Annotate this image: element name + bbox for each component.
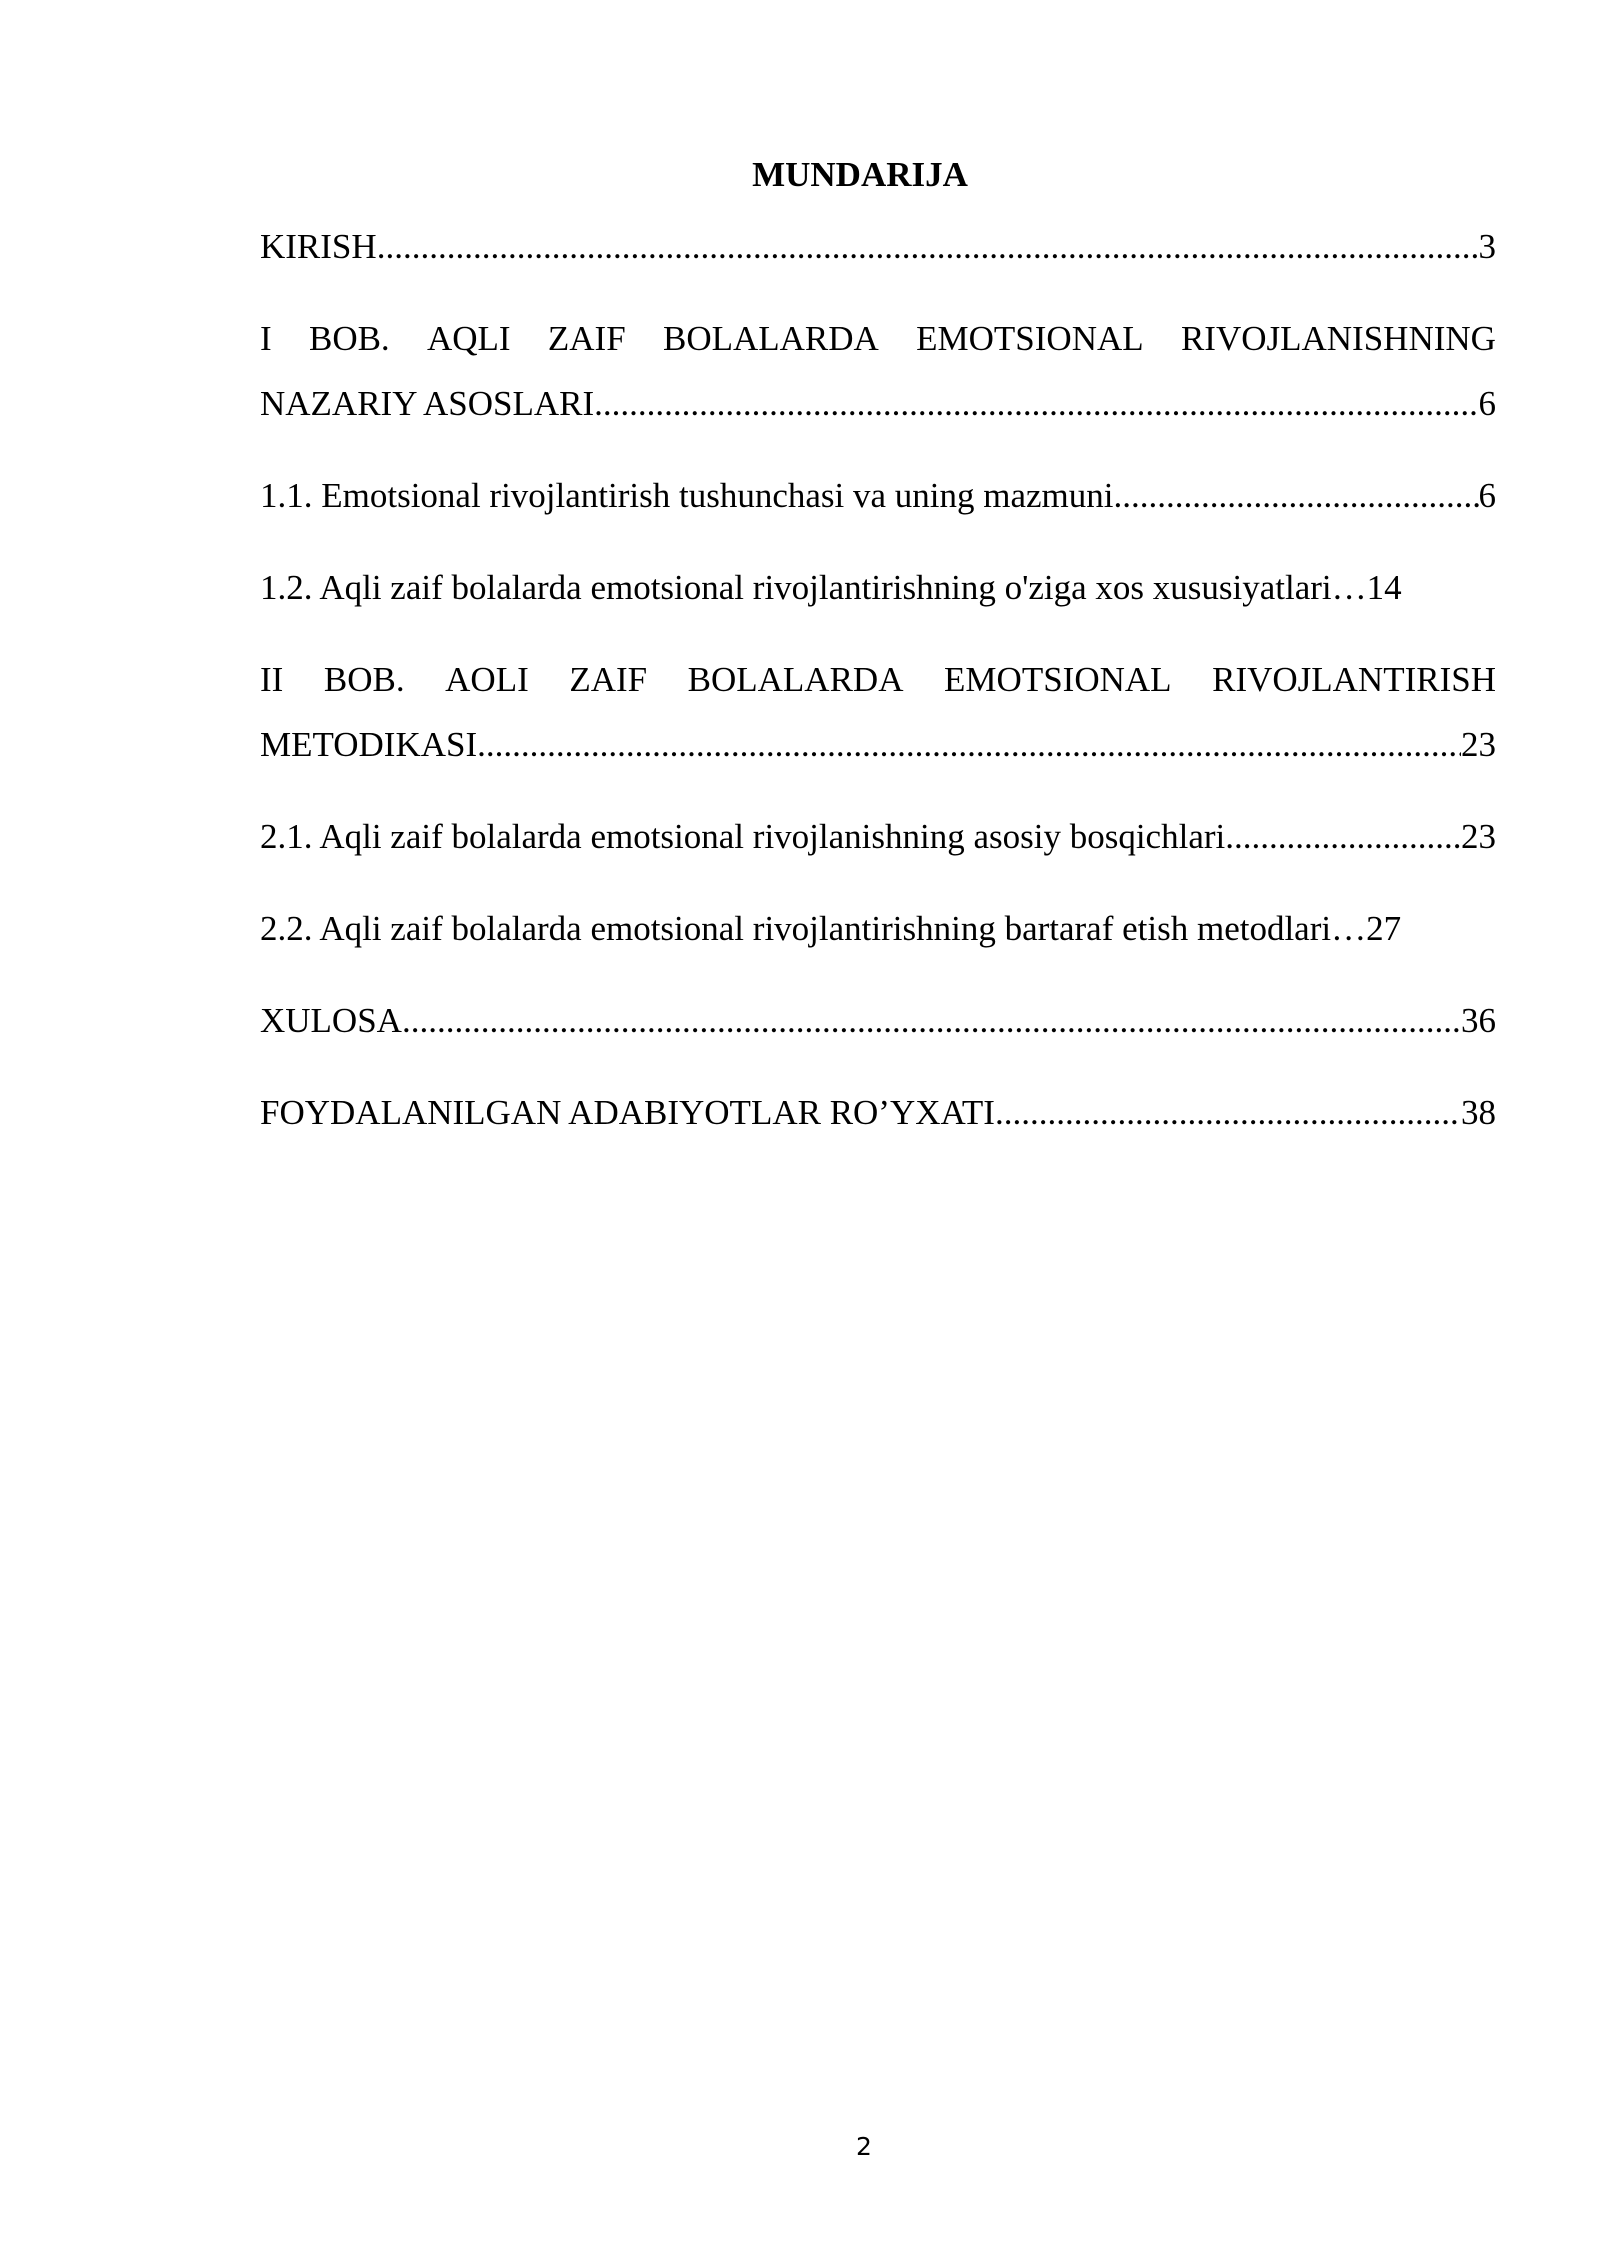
toc-entry-text: 2.2. Aqli zaif bolalarda emotsional rivojlantirishning bartaraf etish metodlari <box>260 909 1332 948</box>
toc-entry-text: 2.1. Aqli zaif bolalarda emotsional rivojlanishning asosiy bosqichlari <box>260 817 1226 856</box>
toc-word: EMOTSIONAL <box>944 660 1172 699</box>
toc-leader-dots <box>995 1080 1461 1145</box>
toc-leader-dots <box>1225 804 1461 869</box>
toc-leader-dots <box>1114 463 1479 528</box>
toc-entry-xulosa[interactable] <box>260 988 1496 1053</box>
toc-word: BOLALARDA <box>663 319 879 358</box>
toc-entry-text: XULOSA <box>260 1001 402 1040</box>
table-of-contents <box>260 214 1496 1172</box>
toc-line <box>260 371 1496 436</box>
toc-leader-ellipsis <box>1332 555 1367 620</box>
toc-entry-text: METODIKASI <box>260 725 478 764</box>
toc-entry-text: 1.2. Aqli zaif bolalarda emotsional rivojlantirishning o'ziga xos xususiyatlari <box>260 568 1332 607</box>
toc-word: BOB. <box>308 319 390 358</box>
toc-entry-section-1-2[interactable] <box>260 555 1496 620</box>
toc-entry-page: 27 <box>1366 909 1402 948</box>
toc-entry-text: FOYDALANILGAN ADABIYOTLAR RO’YXATI <box>260 1093 995 1132</box>
page-number: 2 <box>856 2132 872 2161</box>
toc-entry-page: 6 <box>1478 476 1496 515</box>
toc-title: MUNDARIJA <box>752 155 968 194</box>
toc-entry-page: 36 <box>1461 1001 1496 1040</box>
toc-word: EMOTSIONAL <box>916 319 1144 358</box>
toc-entry-page: 14 <box>1366 568 1402 607</box>
toc-entry-section-1-1[interactable] <box>260 463 1496 528</box>
toc-leader-dots <box>594 371 1478 436</box>
toc-justified-line <box>260 647 1496 712</box>
toc-word: ZAIF <box>547 319 626 358</box>
toc-leader-dots <box>377 214 1479 279</box>
toc-line <box>260 214 1496 279</box>
toc-word: BOLALARDA <box>687 660 904 699</box>
toc-word: II <box>260 660 284 699</box>
toc-word: BOB. <box>323 660 405 699</box>
toc-entry-chapter-2[interactable] <box>260 647 1496 777</box>
toc-line <box>260 804 1496 869</box>
toc-entry-text: NAZARIY ASOSLARI <box>260 384 595 423</box>
toc-leader-dots <box>402 988 1461 1053</box>
toc-entry-page: 23 <box>1461 725 1496 764</box>
toc-leader-dots <box>477 712 1461 777</box>
toc-entry-section-2-1[interactable] <box>260 804 1496 869</box>
toc-justified-line <box>260 306 1496 371</box>
toc-word: RIVOJLANTIRISH <box>1212 660 1496 699</box>
toc-line <box>260 555 1496 620</box>
toc-leader-ellipsis <box>1331 896 1366 961</box>
toc-entry-page: 23 <box>1461 817 1496 856</box>
toc-line <box>260 463 1496 528</box>
toc-entry-kirish[interactable] <box>260 214 1496 279</box>
toc-entry-text: 1.1. Emotsional rivojlantirish tushunchasi va uning mazmuni <box>260 476 1114 515</box>
toc-entry-chapter-1[interactable] <box>260 306 1496 436</box>
toc-entry-page: 3 <box>1478 227 1496 266</box>
toc-word: AQLI <box>427 319 511 358</box>
toc-line <box>260 988 1496 1053</box>
toc-entry-page: 6 <box>1478 384 1496 423</box>
toc-entry-section-2-2[interactable] <box>260 896 1496 961</box>
toc-entry-page: 38 <box>1461 1093 1496 1132</box>
toc-word: I <box>260 319 272 358</box>
toc-entry-references[interactable] <box>260 1080 1496 1145</box>
toc-word: ZAIF <box>569 660 648 699</box>
toc-entry-text: KIRISH <box>260 227 377 266</box>
toc-line <box>260 712 1496 777</box>
toc-line <box>260 896 1496 961</box>
toc-word: AOLI <box>445 660 529 699</box>
toc-word: RIVOJLANISHNING <box>1180 319 1496 358</box>
toc-line <box>260 1080 1496 1145</box>
